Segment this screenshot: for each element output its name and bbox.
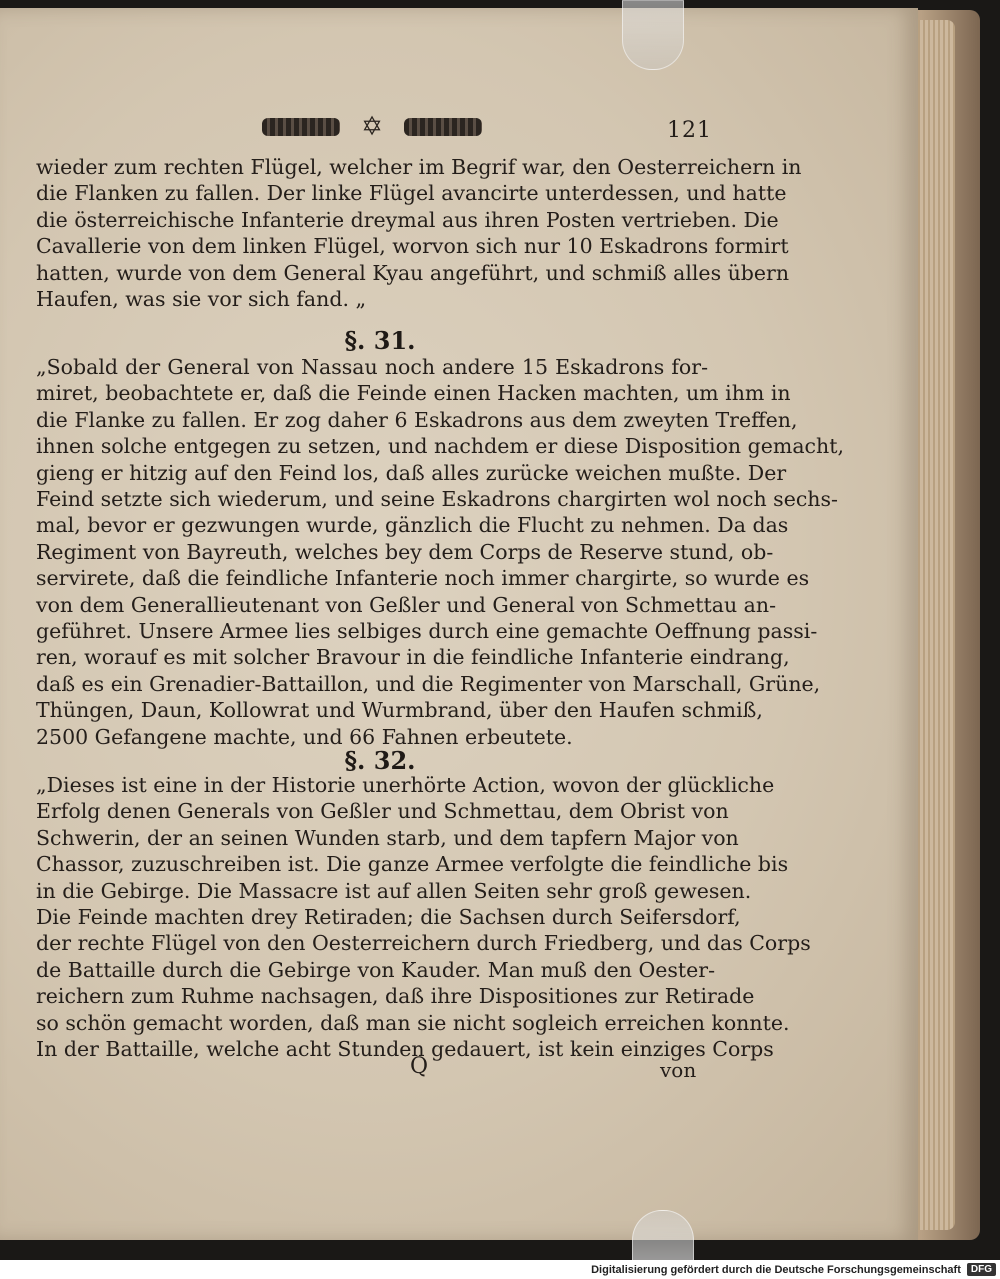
text-line: mal, bevor er gezwungen wurde, gänzlich die Flucht zu nehmen. Da das bbox=[36, 513, 789, 538]
text-line: wieder zum rechten Flügel, welcher im Begrif war, den Oesterreichern in bbox=[36, 155, 802, 179]
digitization-credit: Digitalisierung gefördert durch die Deutsche Forschungsgemeinschaft bbox=[591, 1263, 961, 1276]
text-line: so schön gemacht worden, daß man sie nicht sogleich erreichen konnte. bbox=[36, 1010, 790, 1035]
dfg-logo-icon: DFG bbox=[967, 1263, 996, 1276]
text-line: „Dieses ist eine in der Historie unerhörte Action, wovon der glückliche bbox=[36, 773, 775, 797]
text-line: die Flanke zu fallen. Er zog daher 6 Eskadrons aus dem zweyten Treffen, bbox=[36, 407, 798, 432]
text-line: geführet. Unsere Armee lies selbiges durch eine gemachte Oeffnung passi- bbox=[36, 619, 818, 644]
text-line: der rechte Flügel von den Oesterreichern durch Friedberg, und das Corps bbox=[36, 931, 811, 956]
ornament-right-bar bbox=[404, 118, 482, 136]
text-line: de Battaille durch die Gebirge von Kauder. Man muß den Oester- bbox=[36, 957, 716, 982]
section-heading-31: §. 31. bbox=[344, 326, 416, 355]
section-32-body bbox=[36, 772, 811, 1062]
text-line: die Flanken zu fallen. Der linke Flügel avancirte unterdessen, und hatte bbox=[36, 181, 787, 206]
text-line: daß es ein Grenadier-Battaillon, und die Regimenter von Marschall, Grüne, bbox=[36, 671, 821, 696]
text-line: Feind setzte sich wiederum, und seine Eskadrons chargirten wol noch sechs- bbox=[36, 487, 838, 512]
catchword: von bbox=[660, 1058, 697, 1082]
paragraph-continuation bbox=[36, 154, 802, 312]
text-line: Chassor, zuzuschreiben ist. Die ganze Armee verfolgte die feindliche bis bbox=[36, 852, 789, 877]
text-line: Cavallerie von dem linken Flügel, worvon sich nur 10 Eskadrons formirt bbox=[36, 234, 789, 259]
signature-mark: Q bbox=[410, 1054, 429, 1079]
page-clip-bottom bbox=[632, 1210, 694, 1262]
text-line: von dem Generallieutenant von Geßler und General von Schmettau an- bbox=[36, 592, 777, 617]
text-line: Erfolg denen Generals von Geßler und Schmettau, dem Obrist von bbox=[36, 799, 729, 824]
ornament-left-bar bbox=[262, 118, 340, 136]
text-line: In der Battaille, welche acht Stunden gedauert, ist kein einziges Corps bbox=[36, 1037, 774, 1062]
digitization-footer bbox=[0, 1260, 1000, 1279]
text-line: miret, beobachtete er, daß die Feinde einen Hacken machten, um ihm in bbox=[36, 381, 791, 406]
text-line: Thüngen, Daun, Kollowrat und Wurmbrand, über den Haufen schmiß, bbox=[36, 698, 763, 723]
fleuron-star-icon: ✡ bbox=[361, 112, 383, 142]
text-line: reichern zum Ruhme nachsagen, daß ihre Dispositiones zur Retirade bbox=[36, 984, 755, 1009]
book-page bbox=[0, 8, 918, 1240]
section-31-body bbox=[36, 354, 844, 750]
text-line: servirete, daß die feindliche Infanterie noch immer chargirte, so wurde es bbox=[36, 566, 810, 591]
text-line: Schwerin, der an seinen Wunden starb, und dem tapfern Major von bbox=[36, 825, 739, 850]
text-line: Haufen, was sie vor sich fand. „ bbox=[36, 287, 367, 312]
text-line: ren, worauf es mit solcher Bravour in die feindliche Infanterie eindrang, bbox=[36, 645, 790, 670]
section-heading-32: §. 32. bbox=[344, 746, 416, 775]
page-clip-top bbox=[622, 0, 684, 70]
text-line: Regiment von Bayreuth, welches bey dem Corps de Reserve stund, ob- bbox=[36, 539, 774, 564]
text-line: hatten, wurde von dem General Kyau angeführt, und schmiß alles übern bbox=[36, 260, 790, 285]
text-line: gieng er hitzig auf den Feind los, daß alles zurücke weichen mußte. Der bbox=[36, 460, 787, 485]
text-line: die österreichische Infanterie dreymal aus ihren Posten vertrieben. Die bbox=[36, 207, 779, 232]
page-number: 121 bbox=[667, 118, 712, 143]
text-line: „Sobald der General von Nassau noch andere 15 Eskadrons for- bbox=[36, 355, 708, 379]
text-line: 2500 Gefangene machte, und 66 Fahnen erbeutete. bbox=[36, 724, 573, 749]
text-line: ihnen solche entgegen zu setzen, und nachdem er diese Disposition gemacht, bbox=[36, 434, 844, 459]
text-line: in die Gebirge. Die Massacre ist auf allen Seiten sehr groß gewesen. bbox=[36, 878, 752, 903]
header-ornament bbox=[262, 112, 482, 142]
text-line: Die Feinde machten drey Retiraden; die Sachsen durch Seifersdorf, bbox=[36, 905, 741, 930]
